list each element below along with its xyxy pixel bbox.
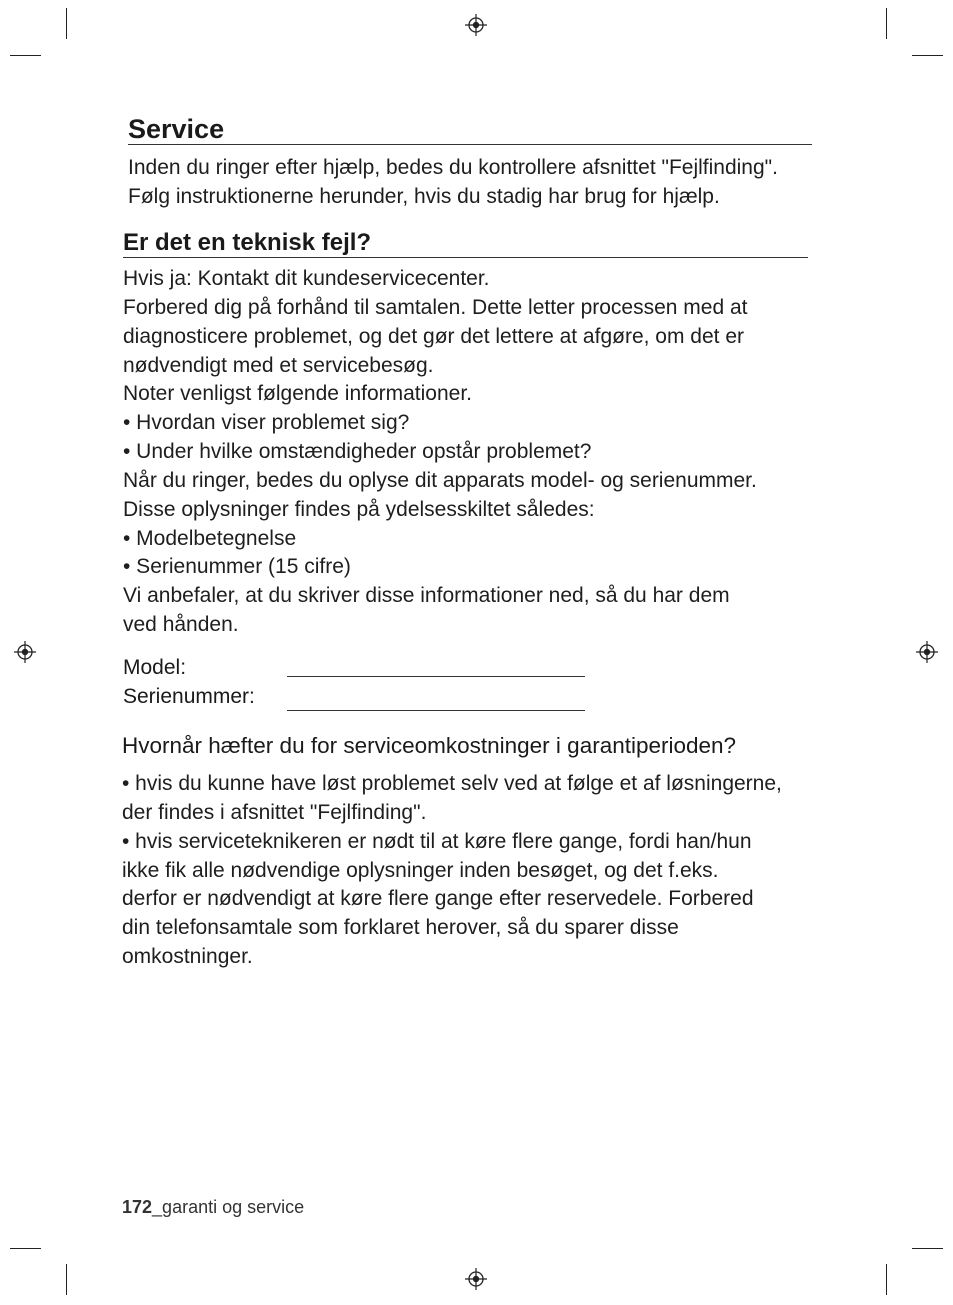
technical-fault-heading: Er det en teknisk fejl? xyxy=(123,229,372,256)
bullet-item: • hvis serviceteknikeren er nødt til at køre flere gange, fordi han/hun xyxy=(122,830,752,853)
registration-mark-icon xyxy=(14,641,36,663)
bullet-item: • hvis du kunne have løst problemet selv ved at følge et af løsningerne, xyxy=(122,772,782,795)
service-intro-line: Inden du ringer efter hjælp, bedes du kontrollere afsnittet "Fejlfinding". xyxy=(128,156,778,179)
bullet-item: • Under hvilke omstændigheder opstår problemet? xyxy=(123,440,592,463)
paragraph-line: omkostninger. xyxy=(122,945,253,968)
footer-label: _garanti og service xyxy=(152,1197,305,1217)
paragraph-line: Hvis ja: Kontakt dit kundeservicecenter. xyxy=(123,267,490,290)
crop-mark-icon xyxy=(886,1264,887,1295)
bullet-item: • Serienummer (15 cifre) xyxy=(123,555,351,578)
model-field[interactable] xyxy=(287,676,585,677)
page-number: 172 xyxy=(122,1197,153,1217)
crop-mark-icon xyxy=(886,8,887,39)
crop-mark-icon xyxy=(10,1248,41,1249)
crop-mark-icon xyxy=(912,55,943,56)
paragraph-line: din telefonsamtale som forklaret herover, så du sparer disse xyxy=(122,916,679,939)
registration-mark-icon xyxy=(465,14,487,36)
registration-mark-icon xyxy=(916,641,938,663)
technical-fault-heading-rule xyxy=(123,229,808,258)
paragraph-line: Noter venligst følgende informationer. xyxy=(123,382,473,405)
model-label: Model: xyxy=(123,656,187,679)
paragraph-line: Vi anbefaler, at du skriver disse informationer ned, så du har dem xyxy=(123,584,730,607)
paragraph-line: der findes i afsnittet "Fejlfinding". xyxy=(122,801,427,824)
paragraph-line: derfor er nødvendigt at køre flere gange efter reservedele. Forbered xyxy=(122,887,754,910)
service-heading: Service xyxy=(128,114,225,144)
paragraph-line: Disse oplysninger findes på ydelsesskiltet således: xyxy=(123,498,595,521)
crop-mark-icon xyxy=(66,1264,67,1295)
registration-mark-icon xyxy=(465,1268,487,1290)
paragraph-line: diagnosticere problemet, og det gør det lettere at afgøre, om det er xyxy=(123,325,744,348)
service-heading-rule xyxy=(128,114,812,145)
paragraph-line: Forbered dig på forhånd til samtalen. Dette letter processen med at xyxy=(123,296,748,319)
paragraph-line: ikke fik alle nødvendige oplysninger inden besøget, og det f.eks. xyxy=(122,859,719,882)
crop-mark-icon xyxy=(66,8,67,39)
crop-mark-icon xyxy=(912,1248,943,1249)
warranty-costs-heading: Hvornår hæfter du for serviceomkostninger i garantiperioden? xyxy=(122,733,737,758)
bullet-item: • Hvordan viser problemet sig? xyxy=(123,411,410,434)
paragraph-line: nødvendigt med et servicebesøg. xyxy=(123,354,434,377)
service-intro-line: Følg instruktionerne herunder, hvis du stadig har brug for hjælp. xyxy=(128,185,720,208)
serial-number-label: Serienummer: xyxy=(123,685,255,708)
paragraph-line: ved hånden. xyxy=(123,613,239,636)
crop-mark-icon xyxy=(10,55,41,56)
serial-number-field[interactable] xyxy=(287,710,585,711)
paragraph-line: Når du ringer, bedes du oplyse dit apparats model- og serienummer. xyxy=(123,469,757,492)
page-footer xyxy=(122,1196,304,1218)
bullet-item: • Modelbetegnelse xyxy=(123,527,297,550)
